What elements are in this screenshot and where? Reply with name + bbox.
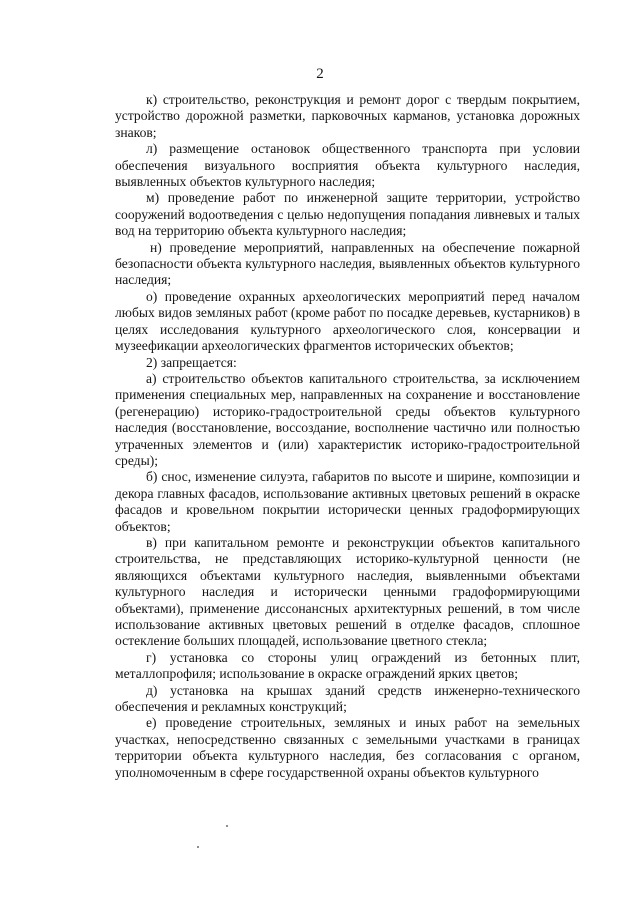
paragraph-v: в) при капитальном ремонте и реконструкции объектов капитального строительства, не представляющих историко-культурной ценности (не являющихся объектами культурного наследия, выявленными объектами культурного наследия и исторически ценными градоформирующими объектами), применение диссонансных архитектурных решений, в том числе использование активных цветовых решений в отделке фасадов, сплошное остекление больших площадей, использование цветного стекла; — [115, 534, 580, 649]
paragraph-e: е) проведение строительных, земляных и иных работ на земельных участках, непосредственно связанных с земельными участками в границах территории объекта культурного наследия, без согласования с органом, уполномоченным в сфере государственной охраны объектов культурного — [115, 715, 580, 780]
paragraph-b: б) снос, изменение силуэта, габаритов по высоте и ширине, композиции и декора главных фасадов, использование активных цветовых решений в окраске фасадов и кровельном покрытии исторически ценных градоформирующих объектов; — [115, 469, 580, 534]
paragraph-g: г) установка со стороны улиц ограждений из бетонных плит, металлопрофиля; использование в окраске ограждений ярких цветов; — [115, 649, 580, 682]
paragraph-d: д) установка на крышах зданий средств инженерно-технического обеспечения и рекламных конструкций; — [115, 682, 580, 715]
paragraph-m: м) проведение работ по инженерной защите территории, устройство сооружений водоотведения с целью недопущения попадания ливневых и талых вод на территорию объекта культурного наследия; — [115, 190, 580, 239]
paragraph-l: л) размещение остановок общественного транспорта при условии обеспечения визуального восприятия объекта культурного наследия, выявленных объектов культурного наследия; — [115, 141, 580, 190]
scan-speck — [226, 825, 228, 827]
paragraph-a: а) строительство объектов капитального строительства, за исключением применения специальных мер, направленных на сохранение и восстановление (регенерацию) историко-градостроительной среды объектов культурного наследия (восстановление, воссоздание, восполнение частично или полностью утраченных элементов и (или) характеристик историко-градостроительной среды); — [115, 370, 580, 468]
document-body — [115, 92, 580, 781]
paragraph-k: к) строительство, реконструкция и ремонт дорог с твердым покрытием, устройство дорожной разметки, парковочных карманов, установка дорожных знаков; — [115, 92, 580, 140]
section-heading-prohibited: 2) запрещается: — [146, 354, 237, 370]
paragraph-n: н) проведение мероприятий, направленных на обеспечение пожарной безопасности объекта культурного наследия, выявленных объектов культурного наследия; — [115, 239, 580, 288]
scan-speck — [197, 846, 199, 848]
paragraph-o: о) проведение охранных археологических мероприятий перед началом любых видов земляных работ (кроме работ по посадке деревьев, кустарников) в целях исследования культурного археологического слоя, консервации и музеефикации археологических фрагментов исторических объектов; — [115, 288, 580, 354]
page-number: 2 — [316, 66, 324, 82]
